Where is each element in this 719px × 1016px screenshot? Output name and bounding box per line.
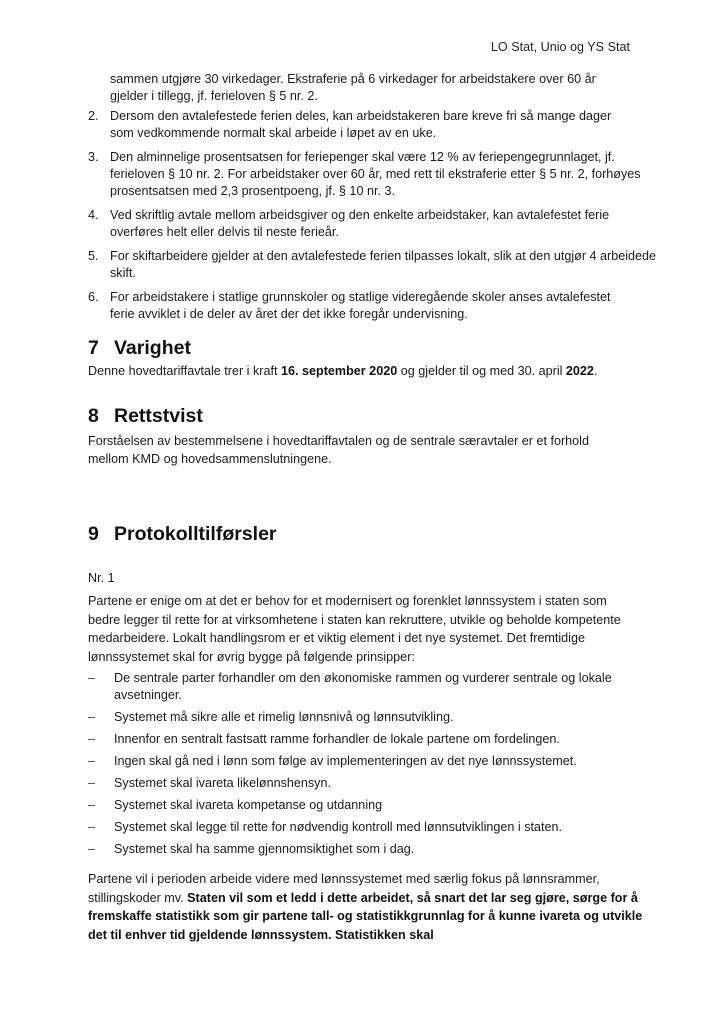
list-item bbox=[88, 149, 650, 200]
continuation-line-1: sammen utgjøre 30 virkedager. Ekstraferie på 6 virkedager for arbeidstakere over 60 år bbox=[110, 72, 596, 86]
section-title: Varighet bbox=[114, 337, 191, 359]
list-item-text: Systemet skal legge til rette for nødvendig kontroll med lønnsutviklingen i staten. bbox=[114, 820, 562, 834]
section-9-heading bbox=[88, 522, 648, 546]
section-8-heading bbox=[88, 404, 648, 428]
list-item bbox=[88, 753, 648, 770]
list-item-text: Ved skriftlig avtale mellom arbeidsgiver og den enkelte arbeidstaker, kan avtalefestet ferie overføres helt eller delvis til neste ferieår. bbox=[110, 208, 610, 239]
list-item bbox=[88, 819, 648, 836]
list-item bbox=[88, 775, 648, 792]
list-item bbox=[88, 797, 648, 814]
list-number: 5. bbox=[88, 249, 99, 263]
ferie-numbered-list bbox=[88, 108, 657, 330]
effective-date: 16. september 2020 bbox=[280, 364, 398, 378]
list-item-text: De sentrale parter forhandler om den økonomiske rammen og vurderer sentrale og lokale avsetninger. bbox=[114, 671, 612, 702]
list-item-text: Systemet skal ivareta kompetanse og utdanning bbox=[114, 798, 383, 812]
dash-bullet: – bbox=[88, 732, 96, 746]
text-span: Denne hovedtariffavtale trer i kraft bbox=[88, 364, 281, 378]
list-item bbox=[88, 709, 648, 726]
list-item bbox=[88, 289, 620, 323]
list-item bbox=[88, 108, 630, 142]
section-7-text bbox=[88, 363, 668, 380]
list-item-text: Innenfor en sentralt fastsatt ramme forhandler de lokale partene om fordelingen. bbox=[114, 732, 560, 746]
protocol-closing-paragraph bbox=[88, 870, 643, 944]
list-item-text: Systemet skal ha samme gjennomsiktighet som i dag. bbox=[114, 842, 415, 856]
list-number: 4. bbox=[88, 208, 99, 222]
protocol-subheading: Nr. 1 bbox=[88, 571, 115, 585]
end-year: 2022 bbox=[565, 364, 594, 378]
list-item bbox=[88, 248, 660, 282]
principles-list bbox=[88, 670, 648, 863]
dash-bullet: – bbox=[88, 671, 96, 685]
page-header: LO Stat, Unio og YS Stat bbox=[490, 40, 630, 54]
list-number: 2. bbox=[88, 109, 99, 123]
section-7-heading bbox=[88, 336, 648, 360]
list-item-text: For arbeidstakere i statlige grunnskoler og statlige videregående skoler anses avtalefestet ferie avviklet i de deler av året der det ikke foregår undervisning. bbox=[110, 290, 611, 321]
dash-bullet: – bbox=[88, 842, 96, 856]
list-item bbox=[88, 207, 650, 241]
list-item-text: Systemet skal ivareta likelønnshensyn. bbox=[114, 776, 331, 790]
section-title: Protokolltilførsler bbox=[114, 523, 277, 545]
list-item-text: For skiftarbeidere gjelder at den avtalefestede ferien tilpasses lokalt, slik at den utgjør 4 arbeidede skift. bbox=[110, 249, 657, 280]
dash-bullet: – bbox=[88, 820, 96, 834]
dash-bullet: – bbox=[88, 710, 96, 724]
continuation-line-2: gjelder i tillegg, jf. ferieloven § 5 nr. 2. bbox=[110, 89, 318, 103]
list-item-text: Ingen skal gå ned i lønn som følge av implementeringen av det nye lønnssystemet. bbox=[114, 754, 577, 768]
section-number: 8 bbox=[88, 405, 99, 427]
section-8-text: Forståelsen av bestemmelsene i hovedtariffavtalen og de sentrale særavtaler er et forhold mellom KMD og hovedsammenslutningene. bbox=[88, 434, 589, 466]
text-span: . bbox=[593, 364, 598, 378]
list-item bbox=[88, 670, 654, 704]
list-number: 6. bbox=[88, 290, 99, 304]
closing-text: Partene vil i perioden arbeide videre med lønnssystemet med særlig fokus på lønnsrammer, stillingskoder mv. bbox=[88, 872, 600, 905]
list-number: 3. bbox=[88, 150, 99, 164]
list-item-text: Dersom den avtalefestede ferien deles, kan arbeidstakeren bare kreve fri så mange dager som vedkommende normalt skal arbeide i løpet av en uke. bbox=[110, 109, 612, 140]
dash-bullet: – bbox=[88, 754, 96, 768]
section-number: 9 bbox=[88, 523, 99, 545]
list-item-text: Den alminnelige prosentsatsen for feriepenger skal være 12 % av feriepengegrunnlaget, jf. ferieloven § 10 nr. 2. For arbeidstaker over 60 år, med rett til ekstraferie etter § 5 nr. 2, forhøyes prosentsatsen med 2,3 prosentpoeng, jf. § 10 nr. 3. bbox=[110, 150, 641, 198]
list-item-continuation bbox=[88, 71, 650, 105]
text-span: og gjelder til og med 30. april bbox=[397, 364, 566, 378]
dash-bullet: – bbox=[88, 776, 96, 790]
section-title: Rettstvist bbox=[114, 405, 203, 427]
list-item bbox=[88, 841, 648, 858]
section-number: 7 bbox=[88, 337, 99, 359]
dash-bullet: – bbox=[88, 798, 96, 812]
list-item bbox=[88, 731, 648, 748]
closing-bold-text: Staten vil som et ledd i dette arbeidet, så snart det lar seg gjøre, sørge for å fremskaffe statistikk som gir partene tall- og statistikkgrunnlag for å kunne ivareta og utvikle det til enhver tid gjeldende lønnssystem. Statistikken skal bbox=[88, 890, 643, 942]
list-item-text: Systemet må sikre alle et rimelig lønnsnivå og lønnsutvikling. bbox=[114, 710, 454, 724]
protocol-intro: Partene er enige om at det er behov for et modernisert og forenklet lønnssystem i staten som bedre legger til rette for at virksomhetene i staten kan rekruttere, utvikle og beholde kompetente medarbeidere. Lokalt handlingsrom er et viktig element i det nye systemet. Det fremtidige lønnssystemet skal for øvrig bygge på følgende prinsipper: bbox=[88, 594, 621, 664]
